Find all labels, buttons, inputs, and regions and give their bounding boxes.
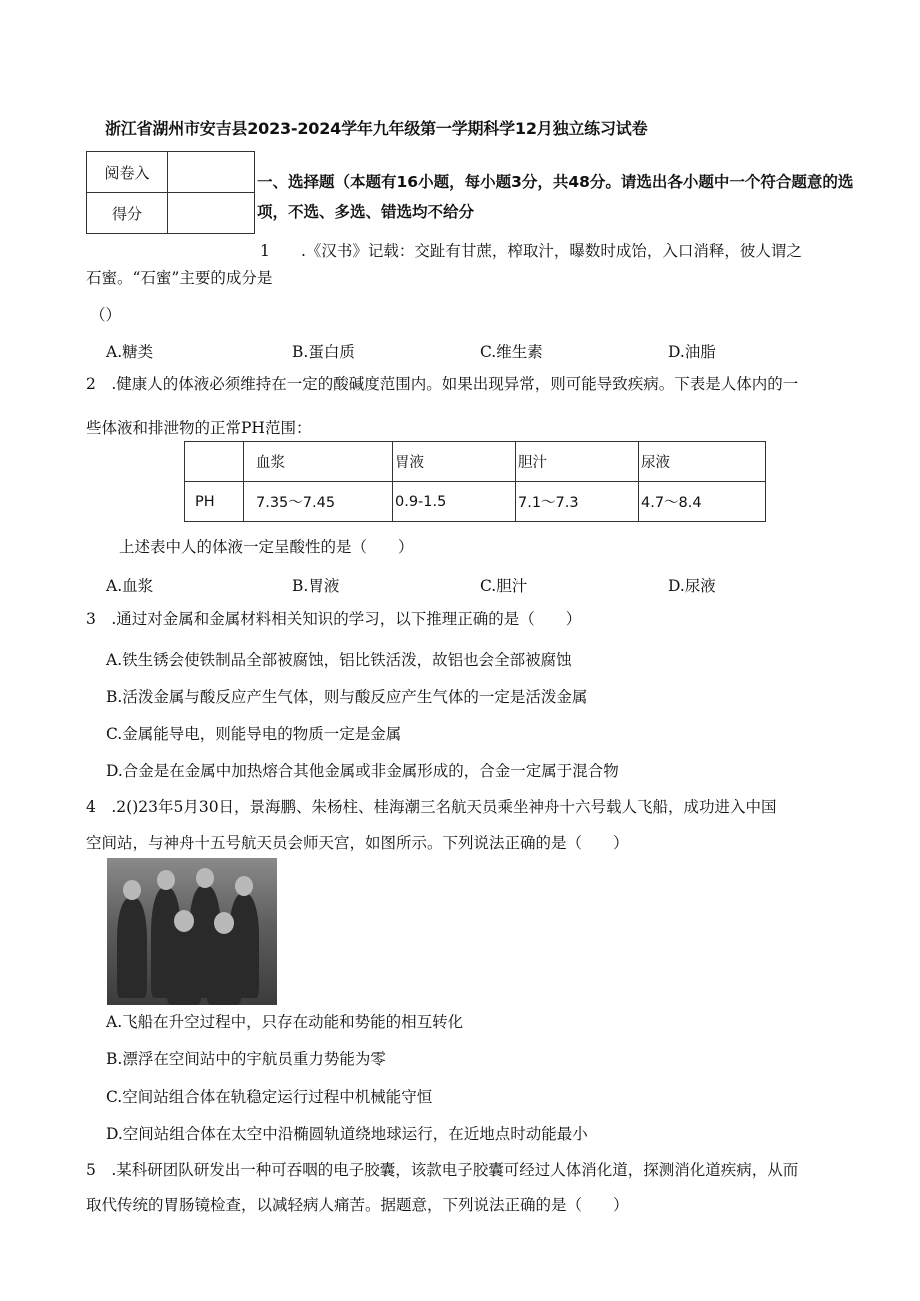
question-3-stem: 3 .通过对金属和金属材料相关知识的学习，以下推理正确的是（ ） bbox=[86, 610, 582, 628]
reviewer-label: 阅卷入 bbox=[87, 152, 168, 193]
question-2-option-a: A.血浆 bbox=[106, 577, 154, 595]
question-2-option-b: B.胃液 bbox=[292, 577, 340, 595]
question-5-line-1: 5 .某科研团队研发出一种可吞咽的电子胶囊，该款电子胶囊可经过人体消化道，探测消化道疾病，从而 bbox=[86, 1161, 799, 1179]
reviewer-blank[interactable] bbox=[168, 152, 255, 193]
question-5-line-2: 取代传统的胃肠镜检查，以减轻病人痛苦。据题意，下列说法正确的是（ ） bbox=[86, 1196, 629, 1214]
ph-table-header-cell: 胃液 bbox=[393, 442, 516, 482]
ph-table-cell: 7.1～7.3 bbox=[516, 482, 639, 522]
ph-table-row bbox=[185, 482, 766, 522]
question-4-option-d: D.空间站组合体在太空中沿椭圆轨道绕地球运行，在近地点时动能最小 bbox=[106, 1125, 588, 1143]
question-1-number: 1 bbox=[260, 242, 270, 260]
ph-table-header-cell bbox=[185, 442, 244, 482]
score-label: 得分 bbox=[87, 193, 168, 234]
ph-table-header-cell: 血浆 bbox=[244, 442, 393, 482]
ph-table-header-row bbox=[185, 442, 766, 482]
question-3-option-d: D.合金是在金属中加热熔合其他金属或非金属形成的，合金一定属于混合物 bbox=[106, 762, 619, 780]
question-1-answer-paren: （） bbox=[90, 306, 122, 324]
section-heading: 一、选择题（本题有16小题，每小题3分，共48分。请选出各小题中一个符合题意的选项，不选、多选、错选均不给分 bbox=[257, 173, 854, 221]
astronauts-photo bbox=[107, 858, 277, 1005]
ph-table-cell: PH bbox=[185, 482, 244, 522]
ph-table-cell: 0.9-1.5 bbox=[393, 482, 516, 522]
question-3-option-c: C.金属能导电，则能导电的物质一定是金属 bbox=[106, 725, 402, 743]
question-2-stem: 上述表中人的体液一定呈酸性的是（ ） bbox=[119, 538, 414, 556]
question-3-option-b: B.活泼金属与酸反应产生气体，则与酸反应产生气体的一定是活泼金属 bbox=[106, 688, 588, 706]
question-2-line-2: 些体液和排泄物的正常PH范围： bbox=[86, 419, 312, 437]
question-2-line-1: 2 .健康人的体液必须维持在一定的酸碱度范围内。如果出现异常，则可能导致疾病。下表是人体内的一 bbox=[86, 375, 799, 393]
question-4-option-c: C.空间站组合体在轨稳定运行过程中机械能守恒 bbox=[106, 1088, 433, 1106]
exam-title: 浙江省湖州市安吉县2023-2024学年九年级第一学期科学12月独立练习试卷 bbox=[105, 119, 648, 138]
question-4-option-a: A.飞船在升空过程中，只存在动能和势能的相互转化 bbox=[106, 1013, 464, 1031]
question-2-option-d: D.尿液 bbox=[668, 577, 716, 595]
question-1-line-1: .《汉书》记载：交趾有甘蔗，榨取汁，曝数时成饴，入口消释，彼人谓之 bbox=[301, 242, 802, 260]
ph-table-header-cell: 尿液 bbox=[639, 442, 766, 482]
question-3-option-a: A.铁生锈会使铁制品全部被腐蚀，铝比铁活泼，故铝也会全部被腐蚀 bbox=[106, 651, 572, 669]
ph-table-cell: 7.35～7.45 bbox=[244, 482, 393, 522]
question-1-option-d: D.油脂 bbox=[668, 343, 716, 361]
question-1-option-c: C.维生素 bbox=[480, 343, 543, 361]
score-table bbox=[86, 151, 255, 234]
question-1-line-2: 石蜜。“石蜜”主要的成分是 bbox=[86, 269, 273, 287]
ph-table bbox=[184, 441, 766, 522]
question-4-option-b: B.漂浮在空间站中的宇航员重力势能为零 bbox=[106, 1050, 386, 1068]
score-blank[interactable] bbox=[168, 193, 255, 234]
question-2-option-c: C.胆汁 bbox=[480, 577, 528, 595]
question-4-line-1: 4 .2()23年5月30日，景海鹏、朱杨柱、桂海潮三名航天员乘坐神舟十六号载人飞船，成功进入中国 bbox=[86, 798, 777, 816]
question-1-option-b: B.蛋白质 bbox=[292, 343, 355, 361]
ph-table-cell: 4.7～8.4 bbox=[639, 482, 766, 522]
question-1-option-a: A.糖类 bbox=[106, 343, 154, 361]
ph-table-header-cell: 胆汁 bbox=[516, 442, 639, 482]
question-4-line-2: 空间站，与神舟十五号航天员会师天宫，如图所示。下列说法正确的是（ ） bbox=[86, 834, 629, 852]
